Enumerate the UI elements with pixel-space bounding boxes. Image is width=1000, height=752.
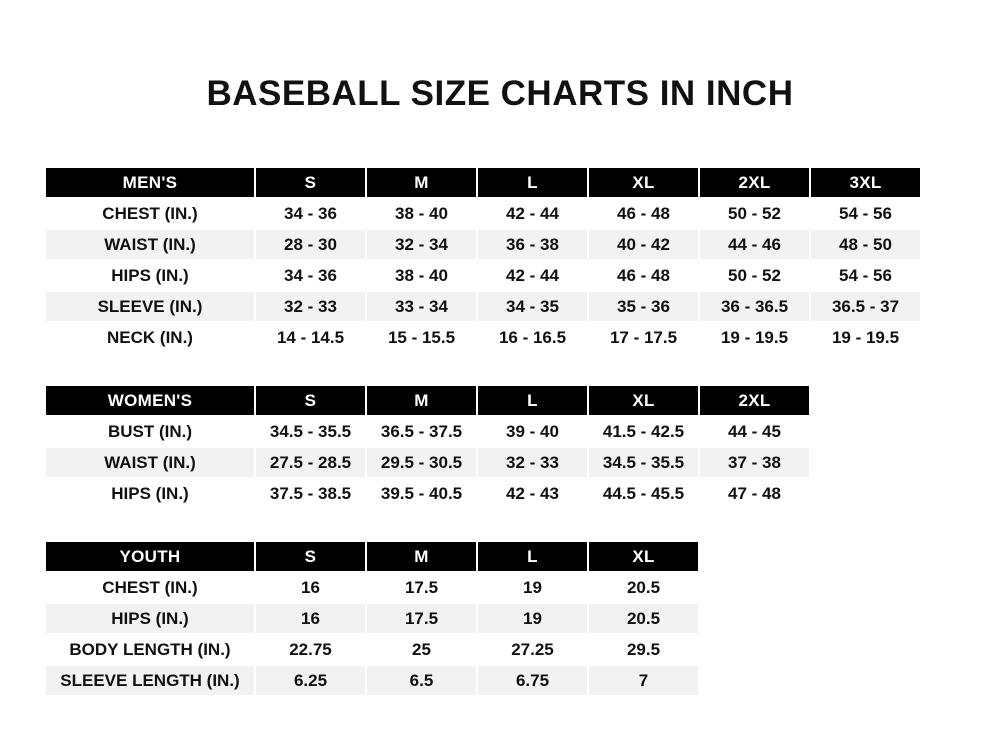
table-cell: 6.5 — [366, 665, 477, 696]
table-cell: 29.5 — [588, 634, 699, 665]
table-cell: 39.5 - 40.5 — [366, 478, 477, 509]
table-cell: 17 - 17.5 — [588, 322, 699, 353]
table-cell: 19 - 19.5 — [810, 322, 921, 353]
row-label: CHEST (IN.) — [45, 572, 255, 603]
youth-size-table — [44, 540, 700, 697]
table-cell: 32 - 33 — [255, 291, 366, 322]
womens-header-xl: XL — [588, 385, 699, 416]
youth-header-l: L — [477, 541, 588, 572]
row-label: BUST (IN.) — [45, 416, 255, 447]
table-cell: 42 - 44 — [477, 260, 588, 291]
table-cell: 34 - 35 — [477, 291, 588, 322]
row-label: HIPS (IN.) — [45, 260, 255, 291]
table-cell: 50 - 52 — [699, 198, 810, 229]
table-cell: 28 - 30 — [255, 229, 366, 260]
table-cell: 48 - 50 — [810, 229, 921, 260]
table-row — [45, 603, 699, 634]
table-cell: 32 - 34 — [366, 229, 477, 260]
table-cell: 15 - 15.5 — [366, 322, 477, 353]
womens-header-2xl: 2XL — [699, 385, 810, 416]
table-cell: 46 - 48 — [588, 260, 699, 291]
table-cell: 22.75 — [255, 634, 366, 665]
table-cell: 25 — [366, 634, 477, 665]
table-cell: 36.5 - 37.5 — [366, 416, 477, 447]
table-cell: 37 - 38 — [699, 447, 810, 478]
row-label: HIPS (IN.) — [45, 478, 255, 509]
table-cell: 17.5 — [366, 603, 477, 634]
table-cell: 20.5 — [588, 603, 699, 634]
table-cell: 36.5 - 37 — [810, 291, 921, 322]
womens-header-label: WOMEN'S — [45, 385, 255, 416]
table-row — [45, 198, 921, 229]
mens-size-table — [44, 166, 922, 354]
table-cell: 42 - 44 — [477, 198, 588, 229]
womens-header-m: M — [366, 385, 477, 416]
table-cell: 44.5 - 45.5 — [588, 478, 699, 509]
table-cell: 19 — [477, 572, 588, 603]
table-cell: 34 - 36 — [255, 198, 366, 229]
womens-header-l: L — [477, 385, 588, 416]
table-cell: 34 - 36 — [255, 260, 366, 291]
youth-header-xl: XL — [588, 541, 699, 572]
row-label: HIPS (IN.) — [45, 603, 255, 634]
womens-table-body — [45, 416, 810, 509]
mens-header-2xl: 2XL — [699, 167, 810, 198]
table-cell: 34.5 - 35.5 — [255, 416, 366, 447]
table-cell: 17.5 — [366, 572, 477, 603]
table-cell: 16 — [255, 603, 366, 634]
row-label: BODY LENGTH (IN.) — [45, 634, 255, 665]
mens-header-xl: XL — [588, 167, 699, 198]
youth-table-body — [45, 572, 699, 696]
mens-table-head — [45, 167, 921, 198]
womens-table-head — [45, 385, 810, 416]
table-row — [45, 229, 921, 260]
row-label: WAIST (IN.) — [45, 447, 255, 478]
table-cell: 36 - 36.5 — [699, 291, 810, 322]
table-header-row — [45, 385, 810, 416]
table-cell: 50 - 52 — [699, 260, 810, 291]
tables-container — [0, 166, 1000, 697]
table-row — [45, 447, 810, 478]
table-cell: 37.5 - 38.5 — [255, 478, 366, 509]
mens-table-body — [45, 198, 921, 353]
table-cell: 41.5 - 42.5 — [588, 416, 699, 447]
table-cell: 54 - 56 — [810, 198, 921, 229]
womens-size-table — [44, 384, 811, 510]
row-label: SLEEVE LENGTH (IN.) — [45, 665, 255, 696]
table-cell: 44 - 45 — [699, 416, 810, 447]
table-row — [45, 572, 699, 603]
table-cell: 32 - 33 — [477, 447, 588, 478]
table-row — [45, 634, 699, 665]
row-label: CHEST (IN.) — [45, 198, 255, 229]
table-row — [45, 322, 921, 353]
table-cell: 6.75 — [477, 665, 588, 696]
table-cell: 27.25 — [477, 634, 588, 665]
table-cell: 36 - 38 — [477, 229, 588, 260]
table-row — [45, 260, 921, 291]
table-cell: 39 - 40 — [477, 416, 588, 447]
table-cell: 54 - 56 — [810, 260, 921, 291]
table-cell: 33 - 34 — [366, 291, 477, 322]
table-cell: 38 - 40 — [366, 260, 477, 291]
womens-header-s: S — [255, 385, 366, 416]
table-cell: 47 - 48 — [699, 478, 810, 509]
table-cell: 27.5 - 28.5 — [255, 447, 366, 478]
page-title: BASEBALL SIZE CHARTS IN INCH — [206, 74, 794, 113]
table-cell: 29.5 - 30.5 — [366, 447, 477, 478]
youth-table-head — [45, 541, 699, 572]
table-header-row — [45, 167, 921, 198]
table-cell: 34.5 - 35.5 — [588, 447, 699, 478]
table-cell: 6.25 — [255, 665, 366, 696]
youth-header-m: M — [366, 541, 477, 572]
table-cell: 19 — [477, 603, 588, 634]
table-row — [45, 291, 921, 322]
mens-header-3xl: 3XL — [810, 167, 921, 198]
table-row — [45, 416, 810, 447]
mens-header-m: M — [366, 167, 477, 198]
table-cell: 38 - 40 — [366, 198, 477, 229]
row-label: SLEEVE (IN.) — [45, 291, 255, 322]
mens-header-l: L — [477, 167, 588, 198]
row-label: WAIST (IN.) — [45, 229, 255, 260]
mens-header-label: MEN'S — [45, 167, 255, 198]
table-cell: 42 - 43 — [477, 478, 588, 509]
row-label: NECK (IN.) — [45, 322, 255, 353]
table-header-row — [45, 541, 699, 572]
youth-header-label: YOUTH — [45, 541, 255, 572]
table-cell: 16 - 16.5 — [477, 322, 588, 353]
table-cell: 16 — [255, 572, 366, 603]
table-cell: 46 - 48 — [588, 198, 699, 229]
table-cell: 40 - 42 — [588, 229, 699, 260]
table-cell: 19 - 19.5 — [699, 322, 810, 353]
table-cell: 35 - 36 — [588, 291, 699, 322]
table-row — [45, 478, 810, 509]
table-cell: 7 — [588, 665, 699, 696]
table-cell: 14 - 14.5 — [255, 322, 366, 353]
table-cell: 44 - 46 — [699, 229, 810, 260]
table-row — [45, 665, 699, 696]
youth-header-s: S — [255, 541, 366, 572]
table-cell: 20.5 — [588, 572, 699, 603]
mens-header-s: S — [255, 167, 366, 198]
